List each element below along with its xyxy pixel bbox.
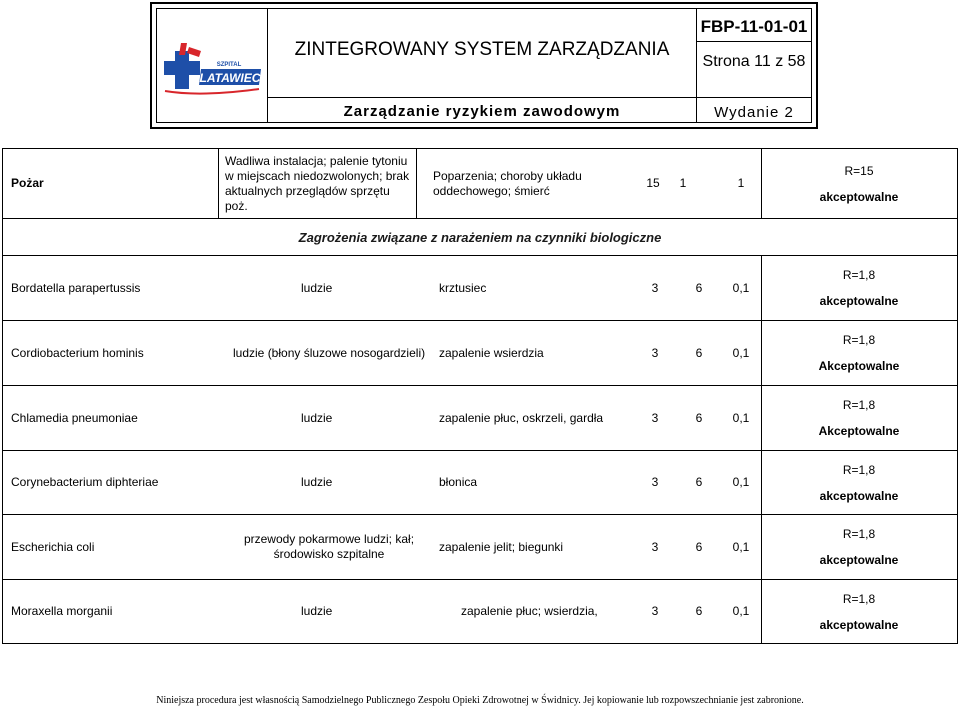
agent-source: ludzie xyxy=(301,410,333,425)
score-3: 0,1 xyxy=(732,280,750,295)
score-1: 3 xyxy=(651,604,659,618)
agent-source: przewody pokarmowe ludzi; kał; środowisko szpitalne xyxy=(243,532,415,561)
system-title: ZINTEGROWANY SYSTEM ZARZĄDZANIA xyxy=(294,39,670,60)
risk-value: R=1,8 xyxy=(842,527,876,541)
score-2: 6 xyxy=(695,410,703,425)
section-row xyxy=(3,219,957,256)
agent-name: Corynebacterium diphteriae xyxy=(11,475,159,489)
hazard-effects: Poparzenia; choroby układu oddechowego; śmierć xyxy=(433,168,582,198)
agent-source: ludzie xyxy=(301,604,333,618)
header-divider xyxy=(267,97,811,98)
risk-value: R=1,8 xyxy=(842,268,876,282)
page-info: Strona 11 z 58 xyxy=(702,53,806,70)
document-header xyxy=(150,2,818,129)
section-title: Zagrożenia związane z narażeniem na czynniki biologiczne xyxy=(298,230,662,245)
agent-name: Cordiobacterium hominis xyxy=(11,345,144,360)
hazard-source: Wadliwa instalacja; palenie tytoniu w miejscach niedozwolonych; brak aktualnych przeglądów sprzętu poż. xyxy=(225,153,410,213)
score-3: 0,1 xyxy=(732,475,750,489)
agent-effects: krztusiec xyxy=(439,280,487,295)
table-row xyxy=(3,149,957,219)
score-2: 6 xyxy=(695,475,703,489)
score-1: 3 xyxy=(651,475,659,489)
risk-assessment: akceptowalne xyxy=(819,617,899,632)
table-row xyxy=(3,386,957,451)
score-3: 0,1 xyxy=(732,539,750,554)
document-footer: Niniejsza procedura jest własnością Samodzielnego Publicznego Zespołu Opieki Zdrowotnej w Świdnicy. Jej kopiowanie lub rozpowszechnianie jest zabronione. xyxy=(156,695,804,706)
logo-brand-text: LATAWIEC xyxy=(199,71,261,85)
agent-source: ludzie xyxy=(301,475,333,489)
risk-value: R=1,8 xyxy=(842,398,876,412)
risk-assessment: akceptowalne xyxy=(819,553,899,567)
risk-cell xyxy=(761,256,957,320)
risk-cell xyxy=(761,149,957,218)
agent-effects: zapalenie jelit; biegunki xyxy=(439,539,564,554)
agent-name: Escherichia coli xyxy=(11,539,95,554)
risk-cell xyxy=(761,515,957,579)
agent-effects: zapalenie płuc, oskrzeli, gardła xyxy=(439,410,604,425)
risk-cell xyxy=(761,451,957,514)
risk-value: R=1,8 xyxy=(842,591,876,606)
risk-assessment: akceptowalne xyxy=(819,488,899,503)
agent-source: ludzie xyxy=(301,280,333,295)
score-2: 6 xyxy=(695,539,703,554)
risk-assessment: akceptowalne xyxy=(819,189,899,204)
hospital-logo xyxy=(161,41,265,101)
risk-assessment: akceptowalne xyxy=(819,294,899,308)
agent-name: Bordatella parapertussis xyxy=(11,280,141,295)
header-frame xyxy=(156,8,812,123)
score-2: 1 xyxy=(679,176,687,190)
column-divider xyxy=(416,149,417,218)
table-row xyxy=(3,321,957,386)
score-3: 0,1 xyxy=(732,410,750,425)
agent-effects: zapalenie płuc; wsierdzia, xyxy=(461,604,598,618)
agent-name: Chlamedia pneumoniae xyxy=(11,410,138,425)
edition-label: Wydanie 2 xyxy=(714,104,794,121)
document-code: FBP-11-01-01 xyxy=(700,17,808,36)
risk-cell xyxy=(761,580,957,643)
risk-value: R=1,8 xyxy=(842,333,876,347)
score-1: 3 xyxy=(651,410,659,425)
score-3: 0,1 xyxy=(732,345,750,360)
risk-value: R=15 xyxy=(844,163,874,178)
score-2: 6 xyxy=(695,345,703,360)
risk-cell xyxy=(761,386,957,450)
agent-effects: zapalenie wsierdzia xyxy=(439,345,544,360)
score-1: 3 xyxy=(651,280,659,295)
table-row xyxy=(3,256,957,321)
header-divider xyxy=(696,41,811,42)
score-1: 3 xyxy=(651,539,659,554)
score-2: 6 xyxy=(695,604,703,618)
column-divider xyxy=(218,149,219,218)
risk-cell xyxy=(761,321,957,385)
document-subtitle: Zarządzanie ryzykiem zawodowym xyxy=(343,103,621,120)
score-2: 6 xyxy=(695,280,703,295)
score-1: 15 xyxy=(646,176,660,190)
hazard-name: Pożar xyxy=(11,176,44,190)
table-row xyxy=(3,580,957,643)
agent-source: ludzie (błony śluzowe nosogardzieli) xyxy=(233,345,426,360)
risk-assessment: Akceptowalne xyxy=(818,359,900,373)
risk-assessment: Akceptowalne xyxy=(818,424,900,438)
score-3: 0,1 xyxy=(732,604,750,618)
logo-small-text: SZPITAL xyxy=(216,62,242,68)
table-row xyxy=(3,515,957,580)
table-row xyxy=(3,451,957,515)
risk-value: R=1,8 xyxy=(842,462,876,477)
agent-effects: błonica xyxy=(439,475,478,489)
score-1: 3 xyxy=(651,345,659,360)
agent-name: Moraxella morganii xyxy=(11,604,113,618)
score-3: 1 xyxy=(737,176,745,190)
risk-table xyxy=(2,148,958,644)
